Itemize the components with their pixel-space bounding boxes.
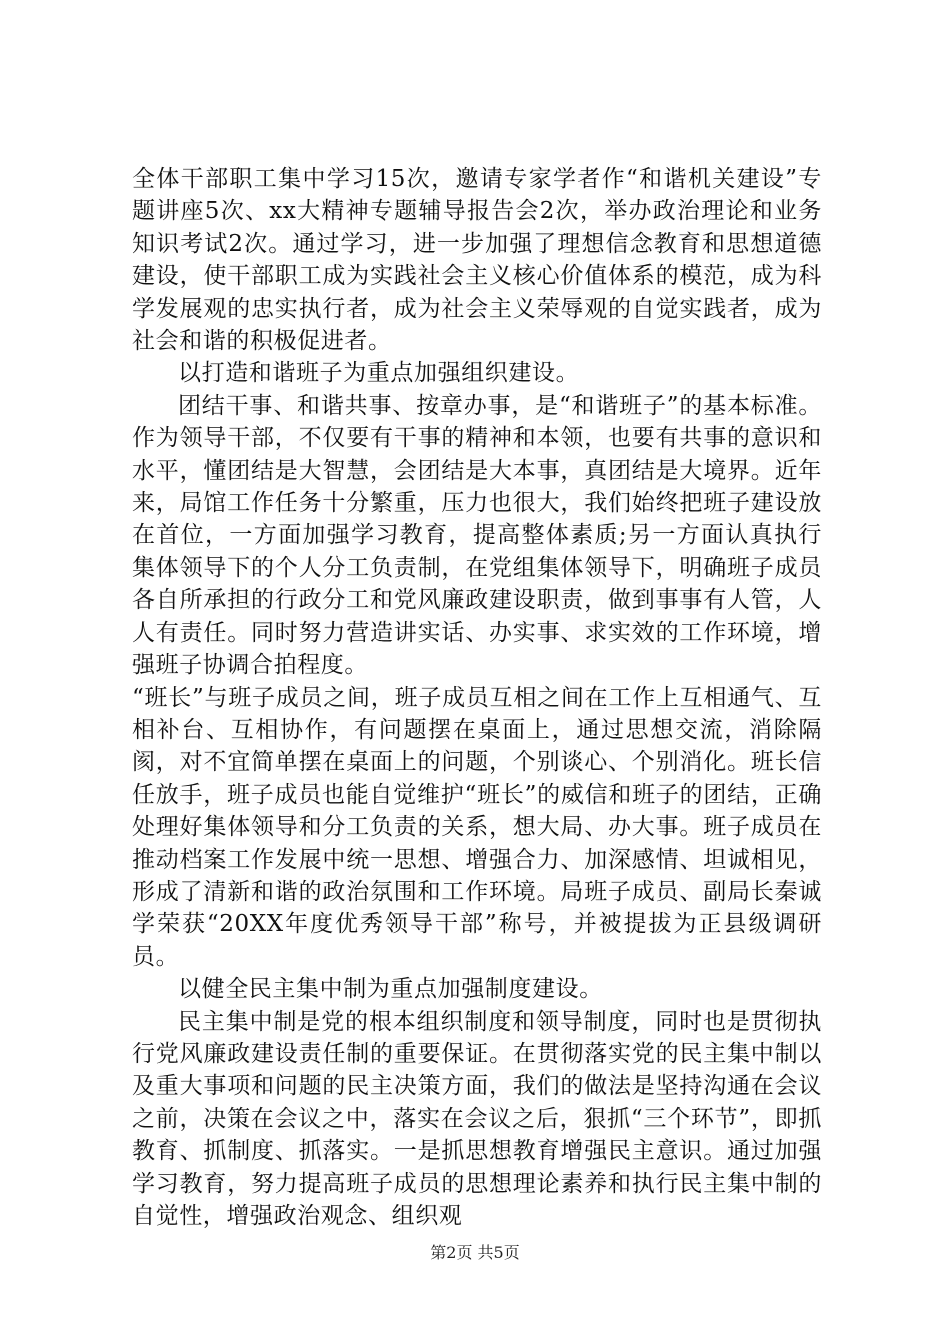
paragraph-team-leader: “班长”与班子成员之间，班子成员互相之间在工作上互相通气、互相补台、互相协作，有问题摆在桌面上，通过思想交流，消除隔阂，对不宜简单摆在桌面上的问题，个别谈心、个别消化。班长信任放手，班子成员也能自觉维护“班长”的威信和班子的团结，正确处理好集体领导和分工负责的关系，想大局、办大事。班子成员在推动档案工作发展中统一思想、增强合力、加深感情、坦诚相见，形成了清新和谐的政治氛围和工作环境。局班子成员、副局长秦诚学荣获“20XX年度优秀领导干部”称号，并被提拔为正县级调研员。 bbox=[132, 684, 822, 970]
section-heading-institution: 以健全民主集中制为重点加强制度建设。 bbox=[178, 976, 603, 1003]
paragraph-harmonious-team: 团结干事、和谐共事、按章办事，是“和谐班子”的基本标准。作为领导干部，不仅要有干事的精神和本领，也要有共事的意识和水平，懂团结是大智慧，会团结是大本事，真团结是大境界。近年来，局馆工作任务十分繁重，压力也很大，我们始终把班子建设放在首位，一方面加强学习教育，提高整体素质;另一方面认真执行集体领导下的个人分工负责制，在党组集体领导下，明确班子成员各自所承担的行政分工和党风廉政建设职责，做到事事有人管，人人有责任。同时努力营造讲实话、办实事、求实效的工作环境，增强班子协调合拍程度。 bbox=[132, 392, 822, 679]
document-body bbox=[132, 163, 822, 1232]
paragraph-democratic-centralism: 民主集中制是党的根本组织制度和领导制度，同时也是贯彻执行党风廉政建设责任制的重要保证。在贯彻落实党的民主集中制以及重大事项和问题的民主决策方面，我们的做法是坚持沟通在会议之前，决策在会议之中，落实在会议之后，狠抓“三个环节”，即抓教育、抓制度、抓落实。一是抓思想教育增强民主意识。通过加强学习教育，努力提高班子成员的思想理论素养和执行民主集中制的自觉性，增强政治观念、组织观 bbox=[132, 1008, 822, 1229]
section-heading-organization: 以打造和谐班子为重点加强组织建设。 bbox=[178, 360, 580, 387]
paragraph-continuation: 全体干部职工集中学习15次，邀请专家学者作“和谐机关建设”专题讲座5次、xx大精神专题辅导报告会2次，举办政治理论和业务知识考试2次。通过学习，进一步加强了理想信念教育和思想道德建设，使干部职工成为实践社会主义核心价值体系的模范，成为科学发展观的忠实执行者，成为社会主义荣辱观的自觉实践者，成为社会和谐的积极促进者。 bbox=[132, 166, 822, 355]
page-number-footer: 第2页 共5页 bbox=[430, 1243, 520, 1262]
